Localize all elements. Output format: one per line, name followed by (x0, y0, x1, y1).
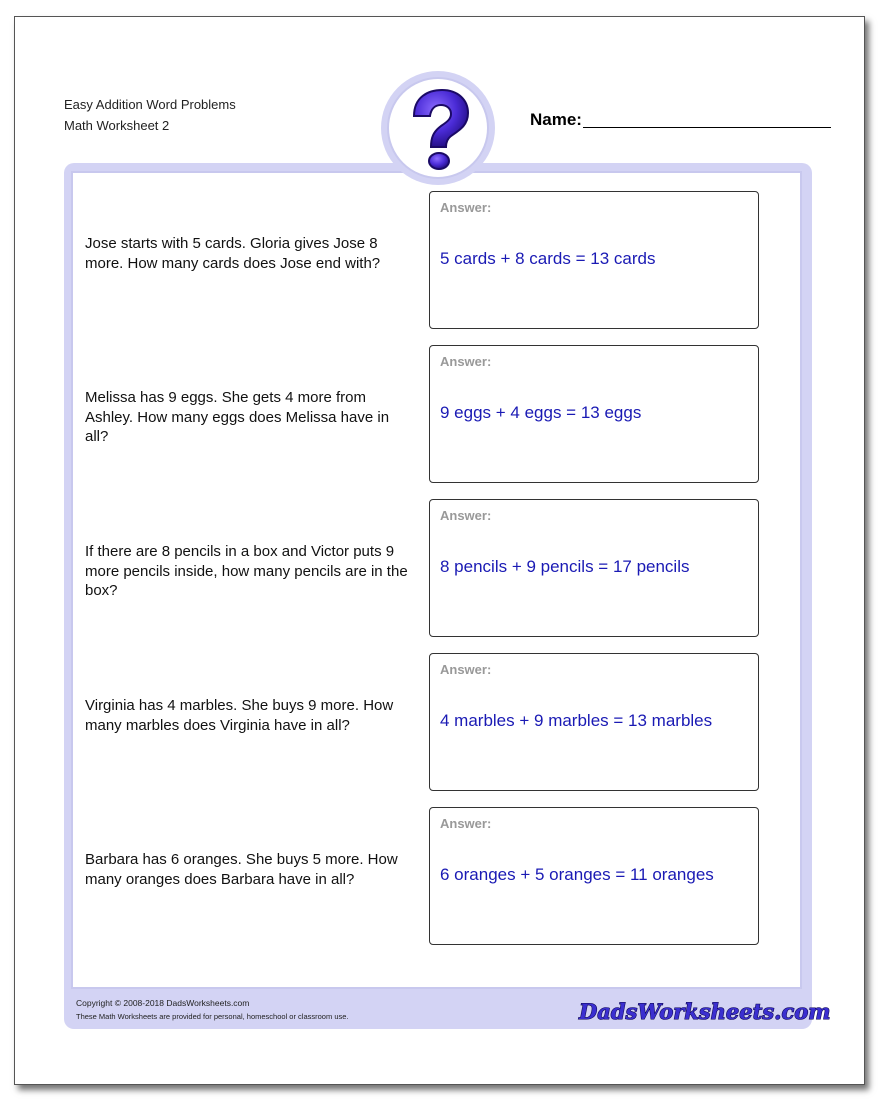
footer-copyright: Copyright © 2008-2018 DadsWorksheets.com (76, 998, 250, 1008)
answer-text: 9 eggs + 4 eggs = 13 eggs (440, 403, 642, 422)
answer-box[interactable] (429, 653, 759, 791)
question-text: Melissa has 9 eggs. She gets 4 more from Ashley. How many eggs does Melissa have in all? (85, 389, 390, 445)
answer-label: Answer: (440, 354, 492, 369)
answer-box[interactable] (429, 499, 759, 637)
question-mark-icon (380, 70, 496, 186)
answer-box[interactable] (429, 345, 759, 483)
worksheet-subtitle: Math Worksheet 2 (64, 118, 170, 133)
name-line[interactable] (583, 127, 831, 128)
answer-label: Answer: (440, 508, 492, 523)
name-label: Name: (530, 110, 582, 129)
answer-text: 8 pencils + 9 pencils = 17 pencils (440, 557, 690, 576)
question-text: Jose starts with 5 cards. Gloria gives Jose 8 more. How many cards does Jose end with? (85, 235, 381, 272)
answer-text: 6 oranges + 5 oranges = 11 oranges (440, 865, 714, 884)
answer-box[interactable] (429, 807, 759, 945)
question-text: Barbara has 6 oranges. She buys 5 more. How many oranges does Barbara have in all? (85, 851, 398, 888)
svg-text:DadsWorksheets.com: DadsWorksheets.com (579, 999, 831, 1024)
question-text: If there are 8 pencils in a box and Victor puts 9 more pencils inside, how many pencils are in the box? (85, 543, 408, 599)
dadsworksheets-logo (575, 994, 831, 1026)
answer-text: 5 cards + 8 cards = 13 cards (440, 249, 656, 268)
question-text: Virginia has 4 marbles. She buys 9 more. How many marbles does Virginia have in all? (85, 697, 394, 734)
footer-note: These Math Worksheets are provided for personal, homeschool or classroom use. (76, 1012, 349, 1021)
answer-text: 4 marbles + 9 marbles = 13 marbles (440, 711, 713, 730)
answer-label: Answer: (440, 200, 492, 215)
answer-label: Answer: (440, 816, 492, 831)
answer-label: Answer: (440, 662, 492, 677)
answer-box[interactable] (429, 191, 759, 329)
worksheet-title: Easy Addition Word Problems (64, 97, 236, 112)
